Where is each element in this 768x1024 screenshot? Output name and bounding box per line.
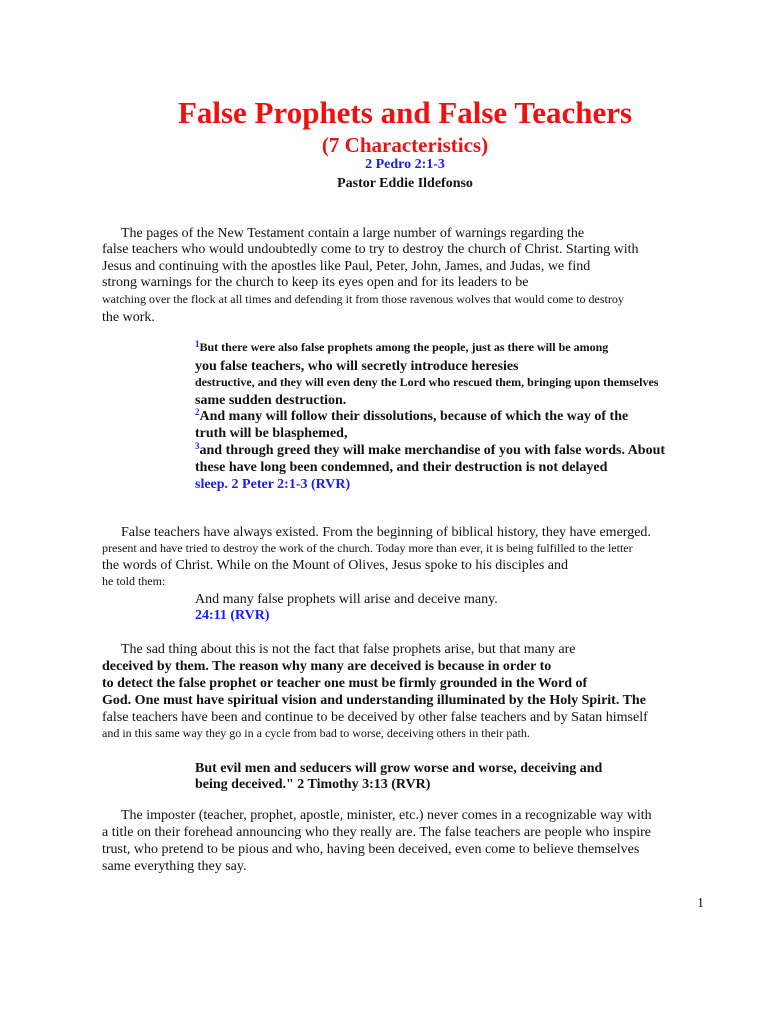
paragraph-4-line: The imposter (teacher, prophet, apostle, minister, etc.) never comes in a recognizable way with bbox=[121, 808, 652, 823]
quote-3-line: But evil men and seducers will grow worse and worse, deceiving and bbox=[195, 761, 603, 776]
document-subtitle: (7 Characteristics) bbox=[321, 133, 489, 157]
verse-number: 1 bbox=[195, 339, 200, 349]
quote-2-text: And many false prophets will arise and deceive many. bbox=[195, 592, 498, 607]
document-title: False Prophets and False Teachers bbox=[177, 95, 633, 130]
quote-1-line bbox=[195, 409, 628, 425]
paragraph-2-line: False teachers have always existed. From the beginning of biblical history, they have emerged. bbox=[121, 525, 651, 540]
paragraph-2-line: present and have tried to destroy the work of the church. Today more than ever, it is being fulfilled to the letter bbox=[102, 541, 633, 555]
paragraph-1-line: watching over the flock at all times and defending it from those ravenous wolves that would come to destroy bbox=[102, 292, 624, 306]
quote-1-line bbox=[195, 341, 608, 355]
quote-1-line: same sudden destruction. bbox=[195, 393, 347, 408]
scripture-reference: 2 Pedro 2:1-3 bbox=[365, 157, 445, 172]
paragraph-1-line: Jesus and continuing with the apostles like Paul, Peter, John, James, and Judas, we find bbox=[102, 259, 591, 274]
quote-2-citation: 24:11 (RVR) bbox=[195, 608, 270, 623]
quote-1-line: truth will be blasphemed, bbox=[195, 426, 348, 441]
paragraph-1-line: the work. bbox=[102, 310, 155, 325]
quote-1-line bbox=[195, 443, 665, 459]
quote-1-citation: sleep. 2 Peter 2:1-3 (RVR) bbox=[195, 477, 351, 492]
quote-1-text: But there were also false prophets among the people, just as there will be among bbox=[199, 340, 609, 354]
paragraph-4-line: same everything they say. bbox=[102, 859, 247, 874]
paragraph-3-line: to detect the false prophet or teacher one must be firmly grounded in the Word of bbox=[102, 676, 588, 691]
quote-1-text: And many will follow their dissolutions, because of which the way of the bbox=[199, 409, 629, 424]
page-number: 1 bbox=[697, 896, 704, 911]
paragraph-3-line: The sad thing about this is not the fact that false prophets arise, but that many are bbox=[121, 642, 576, 657]
paragraph-3-line: God. One must have spiritual vision and understanding illuminated by the Holy Spirit. The bbox=[102, 693, 646, 708]
paragraph-1-line: false teachers who would undoubtedly come to try to destroy the church of Christ. Starting with bbox=[102, 242, 639, 257]
quote-1-line: destructive, and they will even deny the Lord who rescued them, bringing upon themselves bbox=[195, 375, 659, 389]
paragraph-3-line: deceived by them. The reason why many are deceived is because in order to bbox=[102, 659, 552, 674]
paragraph-1-line: strong warnings for the church to keep its eyes open and for its leaders to be bbox=[102, 275, 529, 290]
paragraph-1-line: The pages of the New Testament contain a large number of warnings regarding the bbox=[121, 226, 585, 241]
paragraph-3-line: and in this same way they go in a cycle from bad to worse, deceiving others in their path. bbox=[102, 726, 530, 740]
paragraph-4-line: trust, who pretend to be pious and who, having been deceived, even come to believe themselves bbox=[102, 842, 640, 857]
verse-number: 2 bbox=[195, 407, 200, 417]
paragraph-2-line: the words of Christ. While on the Mount of Olives, Jesus spoke to his disciples and bbox=[102, 558, 568, 573]
quote-1-line: you false teachers, who will secretly introduce heresies bbox=[195, 359, 519, 374]
quote-3-line: being deceived." 2 Timothy 3:13 (RVR) bbox=[195, 777, 431, 792]
quote-1-text: and through greed they will make merchandise of you with false words. About bbox=[199, 443, 666, 458]
author-name: Pastor Eddie Ildefonso bbox=[337, 176, 473, 191]
paragraph-4-line: a title on their forehead announcing who they really are. The false teachers are people who inspire bbox=[102, 825, 652, 840]
verse-number: 3 bbox=[195, 441, 200, 451]
paragraph-2-line: he told them: bbox=[102, 574, 166, 588]
paragraph-3-line: false teachers have been and continue to be deceived by other false teachers and by Satan himself bbox=[102, 710, 648, 725]
quote-1-line: these have long been condemned, and their destruction is not delayed bbox=[195, 460, 608, 475]
